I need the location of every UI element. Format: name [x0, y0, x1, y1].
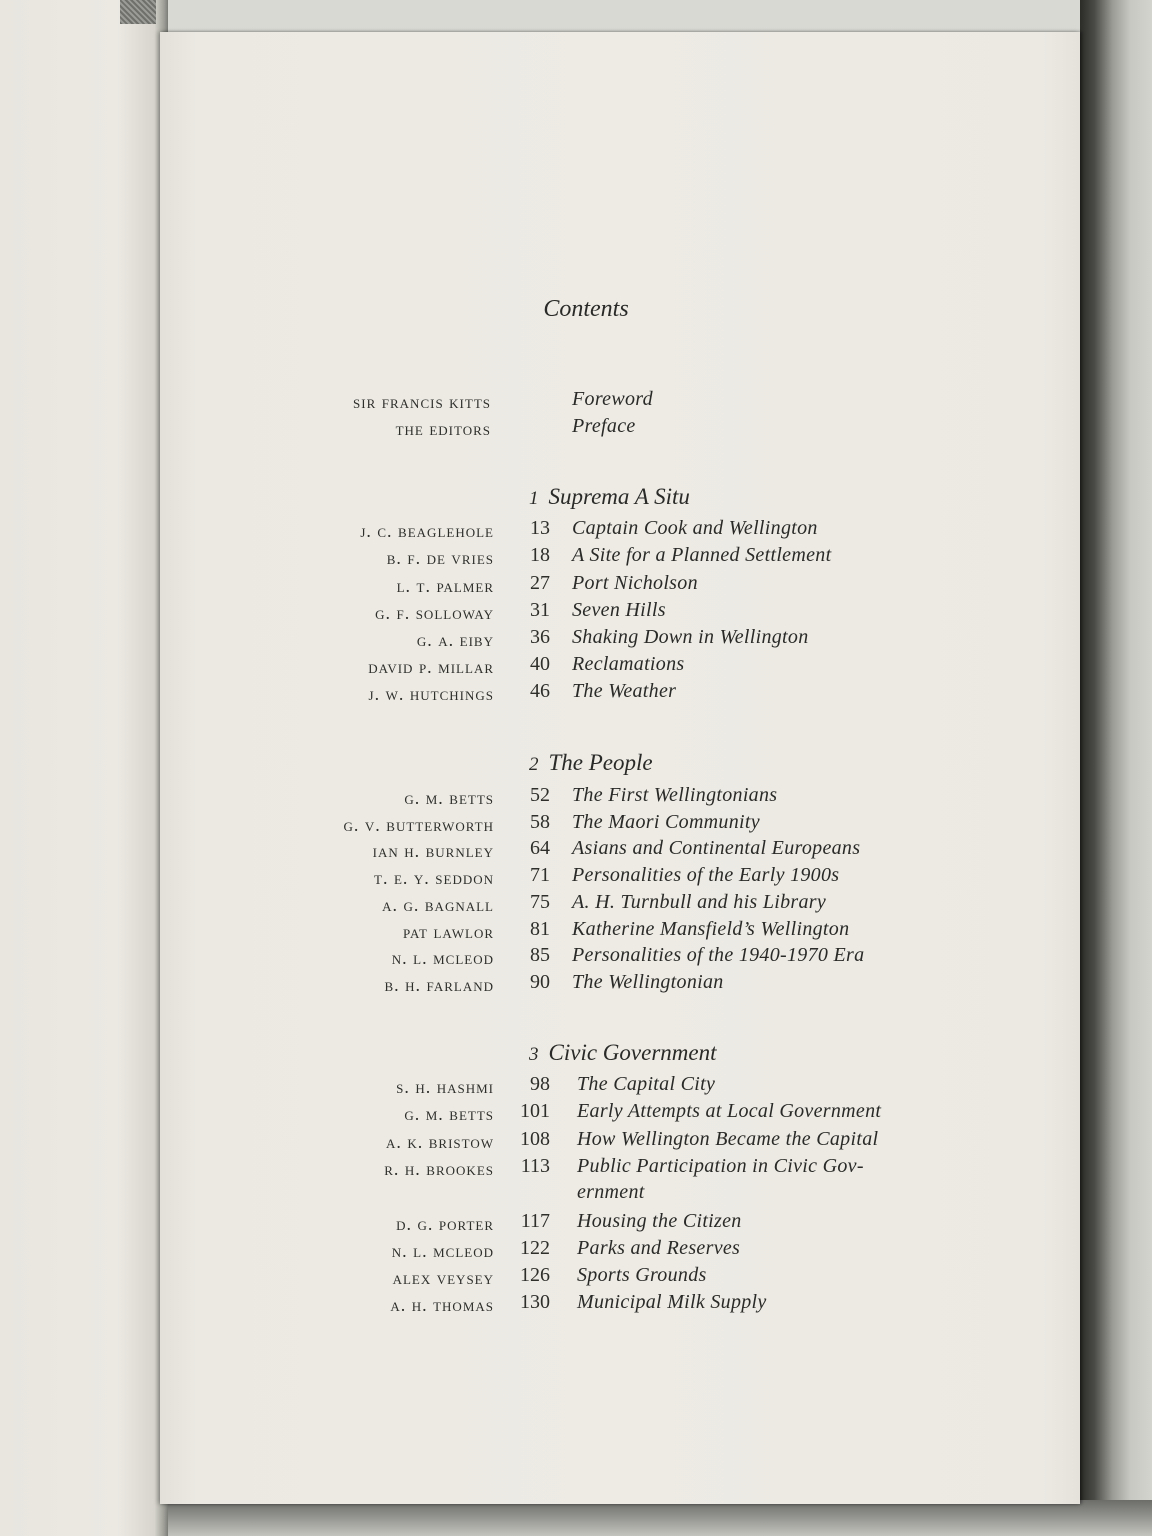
entry-page: 18 [530, 544, 550, 566]
entry-author: a. h. thomas [390, 1295, 494, 1315]
page-title: Contents [543, 296, 629, 322]
entry-page: 81 [530, 918, 550, 940]
entry-author: g. f. solloway [375, 603, 494, 623]
toc-entry [0, 891, 1152, 917]
entry-page: 27 [530, 572, 550, 594]
entry-page: 85 [530, 944, 550, 966]
toc-entry [0, 918, 1152, 944]
entry-author: n. l. mcleod [391, 1241, 494, 1261]
entry-page: 52 [530, 784, 550, 806]
toc-entry [0, 971, 1152, 997]
entry-title: The Wellingtonian [572, 971, 724, 993]
section-title: Civic Government [548, 1040, 717, 1065]
entry-author: s. h. hashmi [396, 1077, 494, 1097]
entry-page: 122 [520, 1237, 550, 1259]
entry-author: g. m. betts [404, 1104, 494, 1124]
entry-author: g. a. eiby [416, 630, 494, 650]
entry-title: The Weather [572, 680, 677, 702]
entry-page: 46 [530, 680, 550, 702]
entry-title: Shaking Down in Wellington [572, 626, 809, 648]
entry-author: david p. millar [368, 657, 494, 677]
entry-title: Sports Grounds [577, 1264, 707, 1286]
book-cover-bottom [168, 1500, 1152, 1536]
entry-author: b. h. farland [384, 975, 494, 995]
entry-page: 126 [520, 1264, 550, 1286]
entry-title: Port Nicholson [572, 572, 698, 594]
entry-title: A. H. Turnbull and his Library [572, 891, 827, 913]
entry-page: 64 [530, 837, 550, 859]
section-number: 3 [529, 1044, 539, 1065]
section-title: The People [548, 750, 653, 775]
toc-entry [0, 1210, 1152, 1236]
entry-title: Municipal Milk Supply [577, 1291, 767, 1313]
toc-entry [0, 1291, 1152, 1317]
entry-author: r. h. brookes [384, 1159, 494, 1179]
toc-entry [0, 811, 1152, 837]
entry-title: The First Wellingtonians [572, 784, 778, 806]
entry-title: Foreword [572, 388, 653, 410]
toc-entry [0, 837, 1152, 863]
entry-author: a. g. bagnall [382, 895, 494, 915]
entry-page: 113 [520, 1155, 550, 1177]
entry-author: a. k. bristow [385, 1132, 494, 1152]
entry-author: alex veysey [392, 1268, 494, 1288]
entry-author: g. v. butterworth [343, 815, 494, 835]
entry-title: The Capital City [577, 1073, 716, 1095]
section-heading [529, 484, 690, 510]
toc-entry [0, 653, 1152, 679]
entry-title: Captain Cook and Wellington [572, 517, 818, 539]
entry-author: g. m. betts [404, 788, 494, 808]
toc-entry [0, 572, 1152, 598]
entry-title: Reclamations [572, 653, 685, 675]
entry-page: 101 [520, 1100, 550, 1122]
entry-author: sir francis kitts [353, 392, 491, 412]
toc-entry [0, 1237, 1152, 1263]
entry-title: Housing the Citizen [577, 1210, 742, 1232]
entry-author: n. l. mcleod [391, 948, 494, 968]
entry-page: 71 [530, 864, 550, 886]
entry-title: Parks and Reserves [577, 1237, 741, 1259]
entry-page: 117 [520, 1210, 550, 1232]
entry-page: 98 [530, 1073, 550, 1095]
section-title: Suprema A Situ [548, 484, 690, 509]
section-number: 1 [529, 488, 539, 509]
entry-author: l. t. palmer [396, 576, 494, 596]
toc-entry [0, 599, 1152, 625]
entry-title: How Wellington Became the Capital [577, 1128, 879, 1150]
toc-entry [0, 1264, 1152, 1290]
toc-entry [0, 864, 1152, 890]
entry-title-continuation: ernment [577, 1181, 645, 1203]
entry-title: Personalities of the Early 1900s [572, 864, 840, 886]
entry-page: 90 [530, 971, 550, 993]
entry-author: b. f. de vries [386, 548, 494, 568]
entry-page: 13 [530, 517, 550, 539]
entry-title: Preface [572, 415, 636, 437]
entry-title: The Maori Community [572, 811, 760, 833]
entry-title: Personalities of the 1940-1970 Era [572, 944, 865, 966]
toc-entry [0, 784, 1152, 810]
entry-page: 40 [530, 653, 550, 675]
entry-page: 108 [520, 1128, 550, 1150]
toc-entry [0, 680, 1152, 706]
toc-entry [0, 944, 1152, 970]
entry-title: A Site for a Planned Settlement [572, 544, 832, 566]
toc-entry [0, 1128, 1152, 1154]
entry-title: Katherine Mansfield’s Wellington [572, 918, 850, 940]
entry-author: t. e. y. seddon [374, 868, 494, 888]
toc-entry [0, 388, 1152, 414]
entry-author: the editors [395, 419, 491, 439]
toc-entry [0, 415, 1152, 441]
toc-entry [0, 1155, 1152, 1203]
entry-page: 130 [520, 1291, 550, 1313]
entry-author: ian h. burnley [372, 841, 494, 861]
toc-entry [0, 1100, 1152, 1126]
entry-page: 58 [530, 811, 550, 833]
entry-author: j. w. hutchings [368, 684, 494, 704]
toc-entry [0, 544, 1152, 570]
entry-title: Asians and Continental Europeans [572, 837, 861, 859]
toc-entry [0, 626, 1152, 652]
section-heading [529, 750, 653, 776]
cloth-cover-corner [120, 0, 156, 24]
toc-entry [0, 517, 1152, 543]
entry-author: d. g. porter [396, 1214, 494, 1234]
section-heading [529, 1040, 716, 1066]
entry-title: Public Participation in Civic Gov- [577, 1155, 864, 1177]
entry-page: 31 [530, 599, 550, 621]
entry-author: pat lawlor [403, 922, 494, 942]
entry-title: Seven Hills [572, 599, 666, 621]
entry-title: Early Attempts at Local Government [577, 1100, 882, 1122]
entry-page: 36 [530, 626, 550, 648]
entry-page: 75 [530, 891, 550, 913]
toc-entry [0, 1073, 1152, 1099]
section-number: 2 [529, 754, 539, 775]
entry-author: j. c. beaglehole [360, 521, 494, 541]
